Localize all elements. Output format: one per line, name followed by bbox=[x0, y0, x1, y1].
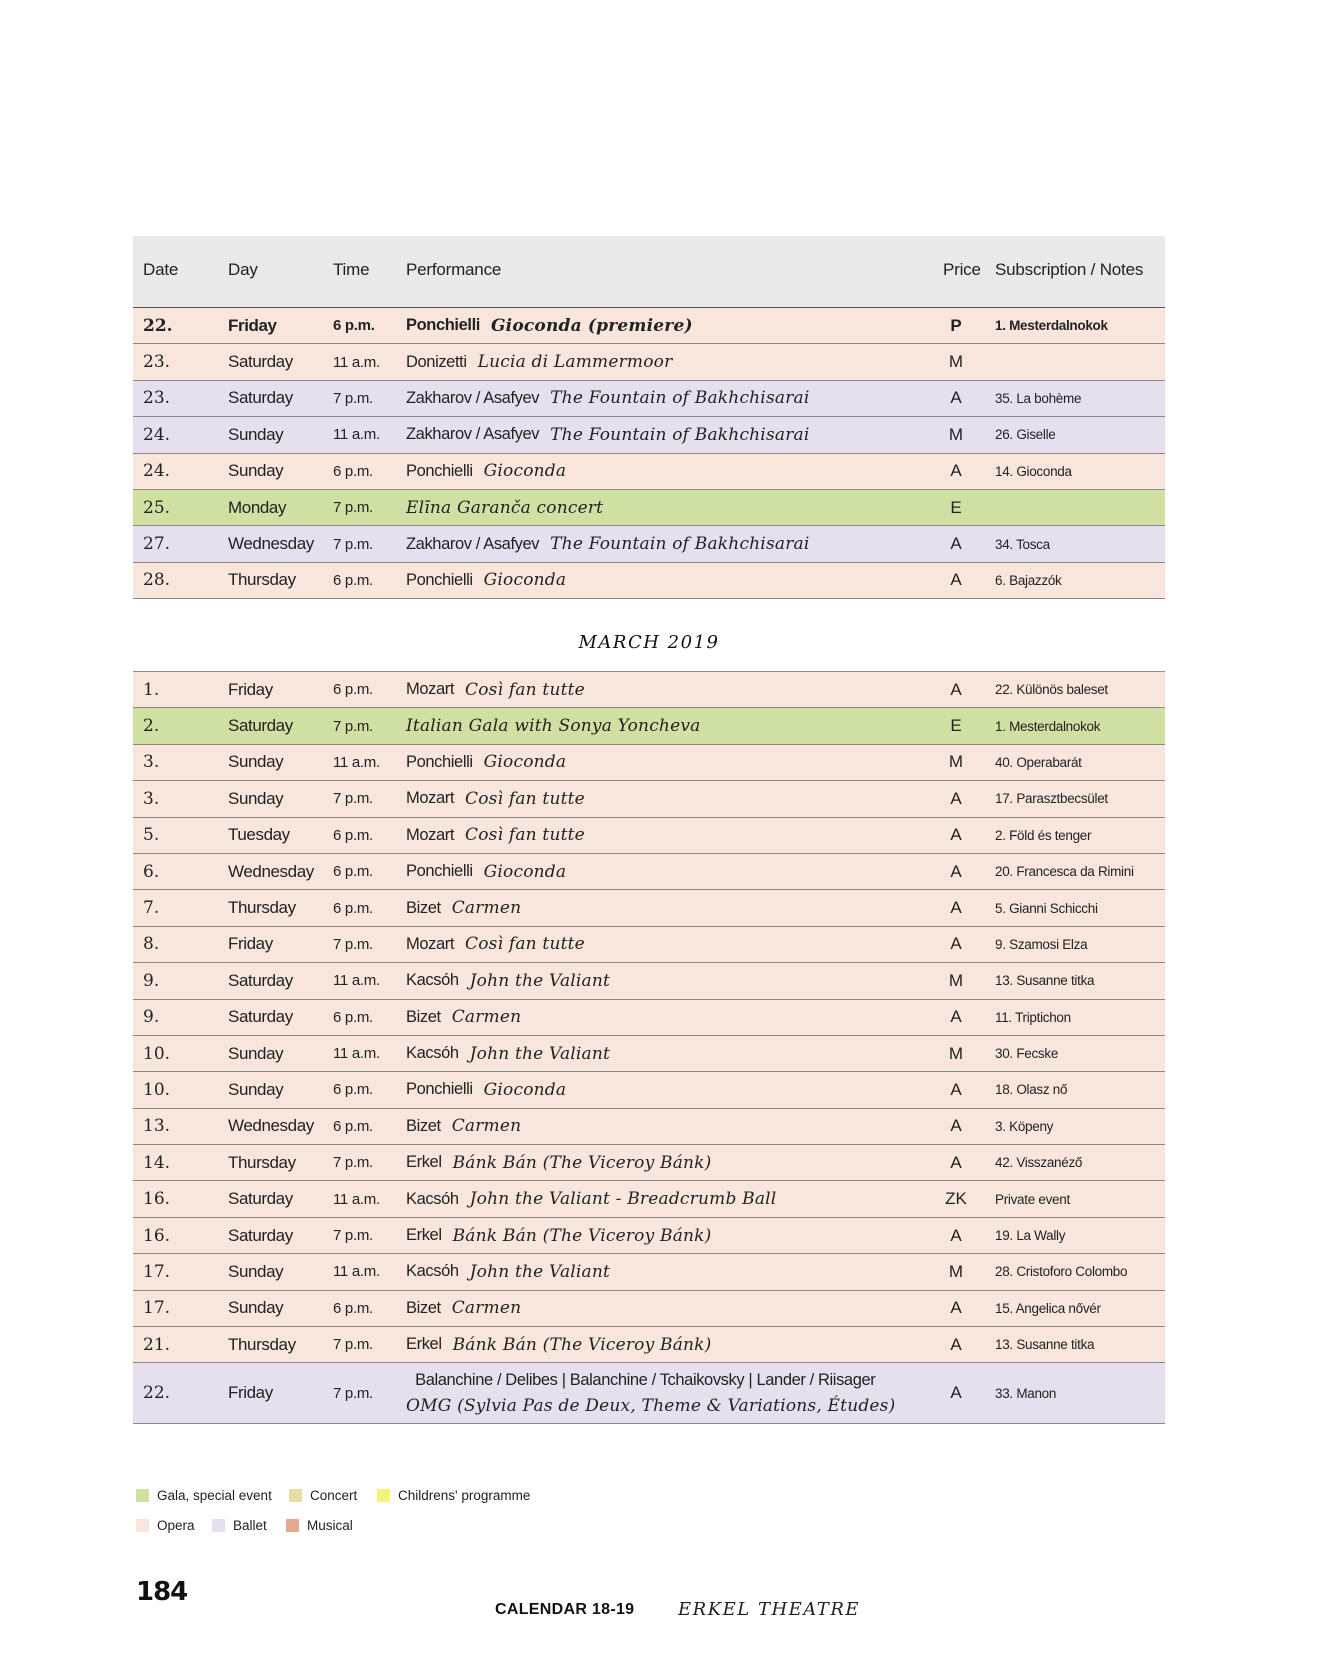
day-cell: Friday bbox=[228, 315, 277, 335]
time-cell: 11 a.m. bbox=[333, 1263, 380, 1281]
legend-concert-label: Concert bbox=[310, 1488, 358, 1503]
performance-cell bbox=[406, 927, 585, 962]
performance-cell bbox=[406, 1327, 712, 1362]
composer: Mozart bbox=[406, 934, 455, 953]
price-cell: A bbox=[950, 1152, 962, 1172]
legend-concert bbox=[289, 1488, 357, 1503]
performance-cell bbox=[406, 745, 566, 780]
table-row bbox=[133, 1072, 1165, 1108]
work-title: Carmen bbox=[451, 1298, 522, 1319]
table-row bbox=[133, 344, 1165, 380]
footer-calendar-title: CALENDAR 18-19 bbox=[495, 1601, 635, 1618]
price-cell: A bbox=[950, 388, 962, 408]
notes-cell: 35. La bohème bbox=[995, 390, 1082, 406]
day-cell: Wednesday bbox=[228, 1116, 314, 1136]
date-cell: 23. bbox=[143, 388, 171, 409]
composer: Mozart bbox=[406, 825, 455, 844]
composer: Ponchielli bbox=[406, 1080, 473, 1099]
performance-cell bbox=[406, 1072, 566, 1107]
composer: Zakharov / Asafyev bbox=[406, 388, 540, 407]
legend-children-label: Childrens' programme bbox=[398, 1488, 531, 1503]
composer: Erkel bbox=[406, 1335, 442, 1354]
work-title: Bánk Bán (The Viceroy Bánk) bbox=[452, 1225, 712, 1246]
work-title: The Fountain of Bakhchisarai bbox=[550, 424, 810, 445]
price-cell: A bbox=[950, 1225, 962, 1245]
work-title: Lucia di Lammermoor bbox=[477, 352, 673, 373]
time-cell: 11 a.m. bbox=[333, 426, 380, 444]
price-cell: A bbox=[950, 1334, 962, 1354]
legend-opera-label: Opera bbox=[157, 1518, 195, 1533]
composer: Ponchielli bbox=[406, 461, 473, 480]
time-cell: 6 p.m. bbox=[333, 1117, 373, 1135]
table-row bbox=[133, 1254, 1165, 1290]
price-cell: A bbox=[950, 461, 962, 481]
month-title: MARCH 2019 bbox=[578, 632, 720, 653]
date-cell: 21. bbox=[143, 1334, 171, 1355]
composer: Erkel bbox=[406, 1226, 442, 1245]
notes-cell: 30. Fecske bbox=[995, 1046, 1059, 1062]
work-title: Bánk Bán (The Viceroy Bánk) bbox=[452, 1334, 712, 1355]
table-row bbox=[133, 890, 1165, 926]
performance-cell bbox=[406, 308, 693, 343]
work-title: Bánk Bán (The Viceroy Bánk) bbox=[452, 1152, 712, 1173]
notes-cell: 28. Cristoforo Colombo bbox=[995, 1264, 1128, 1280]
date-cell: 1. bbox=[143, 679, 160, 700]
performance-cell bbox=[406, 1363, 895, 1423]
legend-ballet bbox=[212, 1518, 267, 1533]
header-notes: Subscription / Notes bbox=[995, 260, 1144, 279]
performance-cell bbox=[406, 854, 566, 889]
performance-cell bbox=[406, 490, 603, 525]
legend-opera-swatch bbox=[136, 1519, 149, 1532]
performance-cell bbox=[406, 890, 521, 925]
notes-cell: 13. Susanne titka bbox=[995, 1337, 1095, 1353]
composer: Zakharov / Asafyev bbox=[406, 425, 540, 444]
notes-cell: 3. Köpeny bbox=[995, 1118, 1054, 1134]
date-cell: 13. bbox=[143, 1116, 171, 1137]
time-cell: 11 a.m. bbox=[333, 1190, 380, 1208]
table-row bbox=[133, 1363, 1165, 1424]
work-title: Gioconda bbox=[483, 570, 567, 591]
legend-musical bbox=[286, 1518, 353, 1533]
performance-cell bbox=[406, 344, 672, 379]
time-cell: 7 p.m. bbox=[333, 389, 373, 407]
price-cell: M bbox=[948, 1043, 964, 1063]
time-cell: 11 a.m. bbox=[333, 753, 380, 771]
performance-cell bbox=[406, 1218, 712, 1253]
header-performance: Performance bbox=[406, 260, 502, 279]
notes-cell: 17. Parasztbecsület bbox=[995, 791, 1108, 807]
day-cell: Saturday bbox=[228, 1225, 293, 1245]
work-title: Gioconda bbox=[483, 752, 567, 773]
date-cell: 10. bbox=[143, 1079, 171, 1100]
time-cell: 7 p.m. bbox=[333, 1384, 373, 1402]
notes-cell: Private event bbox=[995, 1191, 1070, 1207]
notes-cell: 2. Föld és tenger bbox=[995, 827, 1092, 843]
legend-gala-swatch bbox=[136, 1489, 149, 1502]
performance-cell bbox=[406, 1036, 610, 1071]
notes-cell: 14. Gioconda bbox=[995, 463, 1072, 479]
date-cell: 9. bbox=[143, 1007, 160, 1028]
performance-cell bbox=[406, 781, 585, 816]
composer: Bizet bbox=[406, 898, 441, 917]
date-cell: 14. bbox=[143, 1152, 171, 1173]
header-date: Date bbox=[143, 260, 179, 279]
date-cell: 5. bbox=[143, 825, 160, 846]
day-cell: Friday bbox=[228, 1383, 273, 1403]
composer: Ponchielli bbox=[406, 316, 480, 335]
performance-cell bbox=[406, 381, 810, 416]
header-time: Time bbox=[333, 260, 370, 279]
work-title: Carmen bbox=[451, 1116, 522, 1137]
performance-cell bbox=[406, 1145, 712, 1180]
header-price: Price bbox=[943, 260, 981, 279]
time-cell: 6 p.m. bbox=[333, 462, 373, 480]
time-cell: 6 p.m. bbox=[333, 681, 373, 699]
notes-cell: 40. Operabarát bbox=[995, 754, 1082, 770]
table-row bbox=[133, 1327, 1165, 1363]
table-row bbox=[133, 1109, 1165, 1145]
day-cell: Sunday bbox=[228, 1261, 284, 1281]
composer: Kacsóh bbox=[406, 971, 459, 990]
composer: Bizet bbox=[406, 1007, 441, 1026]
time-cell: 11 a.m. bbox=[333, 353, 380, 371]
time-cell: 11 a.m. bbox=[333, 1045, 380, 1063]
notes-cell: 19. La Wally bbox=[995, 1228, 1066, 1244]
performance-cell bbox=[406, 417, 810, 452]
price-cell: A bbox=[950, 898, 962, 918]
date-cell: 17. bbox=[143, 1298, 171, 1319]
price-cell: A bbox=[950, 1079, 962, 1099]
price-cell: P bbox=[950, 315, 962, 335]
work-title: Così fan tutte bbox=[465, 934, 585, 955]
date-cell: 3. bbox=[143, 788, 160, 809]
work-title: John the Valiant bbox=[469, 970, 611, 991]
date-cell: 6. bbox=[143, 861, 160, 882]
table-row bbox=[133, 1218, 1165, 1254]
legend-concert-swatch bbox=[289, 1489, 302, 1502]
composer: Kacsóh bbox=[406, 1189, 459, 1208]
work-title: John the Valiant bbox=[469, 1261, 611, 1282]
table-row bbox=[133, 563, 1165, 599]
time-cell: 6 p.m. bbox=[333, 826, 373, 844]
footer-theatre-name: ERKEL THEATRE bbox=[678, 1599, 861, 1620]
notes-cell: 18. Olasz nő bbox=[995, 1082, 1068, 1098]
work-title: Gioconda bbox=[483, 461, 567, 482]
notes-cell: 26. Giselle bbox=[995, 427, 1056, 443]
price-cell: M bbox=[948, 752, 964, 772]
date-cell: 17. bbox=[143, 1261, 171, 1282]
date-cell: 22. bbox=[143, 1383, 171, 1404]
day-cell: Saturday bbox=[228, 352, 293, 372]
day-cell: Saturday bbox=[228, 970, 293, 990]
composer: Bizet bbox=[406, 1298, 441, 1317]
day-cell: Wednesday bbox=[228, 861, 314, 881]
day-cell: Sunday bbox=[228, 1043, 284, 1063]
day-cell: Sunday bbox=[228, 1298, 284, 1318]
time-cell: 6 p.m. bbox=[333, 863, 373, 881]
work-title: Gioconda bbox=[483, 861, 567, 882]
composer: Erkel bbox=[406, 1153, 442, 1172]
table-row bbox=[133, 745, 1165, 781]
day-cell: Sunday bbox=[228, 788, 284, 808]
price-cell: M bbox=[948, 970, 964, 990]
composer: Bizet bbox=[406, 1116, 441, 1135]
work-title: Carmen bbox=[451, 1007, 522, 1028]
date-cell: 24. bbox=[143, 461, 171, 482]
table-row bbox=[133, 490, 1165, 526]
time-cell: 6 p.m. bbox=[333, 899, 373, 917]
performance-cell bbox=[406, 1291, 521, 1326]
legend-ballet-label: Ballet bbox=[233, 1518, 267, 1533]
day-cell: Friday bbox=[228, 934, 273, 954]
composer: Ponchielli bbox=[406, 570, 473, 589]
price-cell: M bbox=[948, 1261, 964, 1281]
price-cell: A bbox=[950, 1116, 962, 1136]
date-cell: 7. bbox=[143, 898, 160, 919]
day-cell: Thursday bbox=[228, 1334, 296, 1354]
table-row bbox=[133, 1036, 1165, 1072]
day-cell: Thursday bbox=[228, 898, 296, 918]
table-row bbox=[133, 927, 1165, 963]
header-day: Day bbox=[228, 260, 258, 279]
table-row bbox=[133, 417, 1165, 453]
time-cell: 7 p.m. bbox=[333, 1336, 373, 1354]
price-cell: M bbox=[948, 352, 964, 372]
performance-cell bbox=[406, 1254, 610, 1289]
work-title: Così fan tutte bbox=[465, 788, 585, 809]
table-row bbox=[133, 381, 1165, 417]
time-cell: 7 p.m. bbox=[333, 535, 373, 553]
day-cell: Thursday bbox=[228, 570, 296, 590]
day-cell: Sunday bbox=[228, 1079, 284, 1099]
day-cell: Thursday bbox=[228, 1152, 296, 1172]
price-cell: A bbox=[950, 825, 962, 845]
composer: Donizetti bbox=[406, 352, 467, 371]
work-title: The Fountain of Bakhchisarai bbox=[550, 388, 810, 409]
composer: Ponchielli bbox=[406, 752, 473, 771]
composer: Zakharov / Asafyev bbox=[406, 534, 540, 553]
legend-children bbox=[377, 1488, 530, 1503]
composer: Ponchielli bbox=[406, 862, 473, 881]
notes-cell: 6. Bajazzók bbox=[995, 572, 1062, 588]
notes-cell: 11. Triptichon bbox=[995, 1009, 1071, 1025]
work-title: Elīna Garanča concert bbox=[406, 497, 604, 518]
time-cell: 7 p.m. bbox=[333, 499, 373, 517]
march-table bbox=[133, 672, 1165, 1424]
date-cell: 24. bbox=[143, 424, 171, 445]
price-cell: A bbox=[950, 1383, 962, 1403]
date-cell: 16. bbox=[143, 1225, 171, 1246]
date-cell: 3. bbox=[143, 752, 160, 773]
price-cell: A bbox=[950, 1298, 962, 1318]
table-row bbox=[133, 308, 1165, 344]
price-cell: ZK bbox=[945, 1189, 967, 1209]
notes-cell: 22. Különös baleset bbox=[995, 682, 1108, 698]
price-cell: A bbox=[950, 679, 962, 699]
composer: Mozart bbox=[406, 789, 455, 808]
performance-cell bbox=[406, 672, 585, 707]
work-title: Così fan tutte bbox=[465, 679, 585, 700]
time-cell: 6 p.m. bbox=[333, 1081, 373, 1099]
table-header bbox=[133, 236, 1165, 309]
notes-cell: 33. Manon bbox=[995, 1385, 1057, 1401]
price-cell: M bbox=[948, 424, 964, 444]
table-row bbox=[133, 672, 1165, 708]
work-title: Così fan tutte bbox=[465, 825, 585, 846]
time-cell: 7 p.m. bbox=[333, 935, 373, 953]
date-cell: 16. bbox=[143, 1189, 171, 1210]
legend-children-swatch bbox=[377, 1489, 390, 1502]
table-row bbox=[133, 526, 1165, 562]
day-cell: Tuesday bbox=[228, 825, 290, 845]
notes-cell: 34. Tosca bbox=[995, 536, 1050, 552]
composer: Kacsóh bbox=[406, 1044, 459, 1063]
price-cell: A bbox=[950, 934, 962, 954]
work-title: Gioconda bbox=[483, 1079, 567, 1100]
legend-ballet-swatch bbox=[212, 1519, 225, 1532]
date-cell: 8. bbox=[143, 934, 160, 955]
table-row bbox=[133, 1145, 1165, 1181]
price-cell: E bbox=[950, 497, 962, 517]
performance-cell bbox=[406, 818, 585, 853]
time-cell: 6 p.m. bbox=[333, 571, 373, 589]
performance-cell bbox=[406, 526, 810, 561]
notes-cell: 15. Angelica nővér bbox=[995, 1300, 1101, 1316]
price-cell: E bbox=[950, 716, 962, 736]
date-cell: 25. bbox=[143, 497, 171, 518]
date-cell: 28. bbox=[143, 570, 171, 591]
day-cell: Saturday bbox=[228, 716, 293, 736]
work-title: John the Valiant bbox=[469, 1043, 611, 1064]
legend-musical-swatch bbox=[286, 1519, 299, 1532]
table-row bbox=[133, 1181, 1165, 1217]
date-cell: 22. bbox=[143, 315, 173, 336]
date-cell: 9. bbox=[143, 970, 160, 991]
table-row bbox=[133, 454, 1165, 490]
time-cell: 6 p.m. bbox=[333, 317, 375, 335]
performance-cell bbox=[406, 563, 566, 598]
table-row bbox=[133, 708, 1165, 744]
table-row bbox=[133, 818, 1165, 854]
performance-cell bbox=[406, 454, 566, 489]
price-cell: A bbox=[950, 570, 962, 590]
performance-cell bbox=[406, 1000, 521, 1035]
notes-cell: 42. Visszanéző bbox=[995, 1155, 1083, 1171]
notes-cell: 1. Mesterdalnokok bbox=[995, 318, 1108, 334]
date-cell: 27. bbox=[143, 534, 171, 555]
legend-gala-label: Gala, special event bbox=[157, 1488, 272, 1503]
composer: Kacsóh bbox=[406, 1262, 459, 1281]
notes-cell: 1. Mesterdalnokok bbox=[995, 718, 1101, 734]
work-title: OMG (Sylvia Pas de Deux, Theme & Variations, Études) bbox=[406, 1396, 896, 1417]
time-cell: 11 a.m. bbox=[333, 972, 380, 990]
day-cell: Sunday bbox=[228, 752, 284, 772]
table-row bbox=[133, 854, 1165, 890]
date-cell: 2. bbox=[143, 716, 160, 737]
table-row bbox=[133, 781, 1165, 817]
page-number: 184 bbox=[136, 1577, 188, 1607]
table-row bbox=[133, 1291, 1165, 1327]
time-cell: 7 p.m. bbox=[333, 717, 373, 735]
composer: Mozart bbox=[406, 680, 455, 699]
day-cell: Saturday bbox=[228, 1189, 293, 1209]
time-cell: 7 p.m. bbox=[333, 1154, 373, 1172]
composer: Balanchine / Delibes | Balanchine / Tchaikovsky | Lander / Riisager bbox=[415, 1371, 876, 1390]
day-cell: Sunday bbox=[228, 424, 284, 444]
work-title: Gioconda (premiere) bbox=[490, 315, 693, 336]
day-cell: Saturday bbox=[228, 1007, 293, 1027]
day-cell: Friday bbox=[228, 679, 273, 699]
day-cell: Wednesday bbox=[228, 534, 314, 554]
legend-gala bbox=[136, 1488, 272, 1503]
work-title: Carmen bbox=[451, 898, 522, 919]
performance-cell bbox=[406, 708, 700, 743]
performance-cell bbox=[406, 1181, 776, 1216]
work-title: The Fountain of Bakhchisarai bbox=[550, 534, 810, 555]
day-cell: Saturday bbox=[228, 388, 293, 408]
price-cell: A bbox=[950, 534, 962, 554]
work-title: Italian Gala with Sonya Yoncheva bbox=[406, 716, 701, 737]
date-cell: 10. bbox=[143, 1043, 171, 1064]
notes-cell: 13. Susanne titka bbox=[995, 973, 1095, 989]
notes-cell: 5. Gianni Schicchi bbox=[995, 900, 1098, 916]
performance-cell bbox=[406, 963, 610, 998]
february-table bbox=[133, 308, 1165, 599]
legend-musical-label: Musical bbox=[307, 1518, 353, 1533]
time-cell: 7 p.m. bbox=[333, 1227, 373, 1245]
date-cell: 23. bbox=[143, 352, 171, 373]
notes-cell: 9. Szamosi Elza bbox=[995, 936, 1088, 952]
performance-cell bbox=[406, 1109, 521, 1144]
time-cell: 6 p.m. bbox=[333, 1299, 373, 1317]
notes-cell: 20. Francesca da Rimini bbox=[995, 864, 1134, 880]
legend-opera bbox=[136, 1518, 195, 1533]
day-cell: Monday bbox=[228, 497, 287, 517]
day-cell: Sunday bbox=[228, 461, 284, 481]
work-title: John the Valiant - Breadcrumb Ball bbox=[469, 1189, 777, 1210]
time-cell: 6 p.m. bbox=[333, 1008, 373, 1026]
price-cell: A bbox=[950, 788, 962, 808]
price-cell: A bbox=[950, 1007, 962, 1027]
table-row bbox=[133, 963, 1165, 999]
time-cell: 7 p.m. bbox=[333, 790, 373, 808]
price-cell: A bbox=[950, 861, 962, 881]
table-row bbox=[133, 1000, 1165, 1036]
